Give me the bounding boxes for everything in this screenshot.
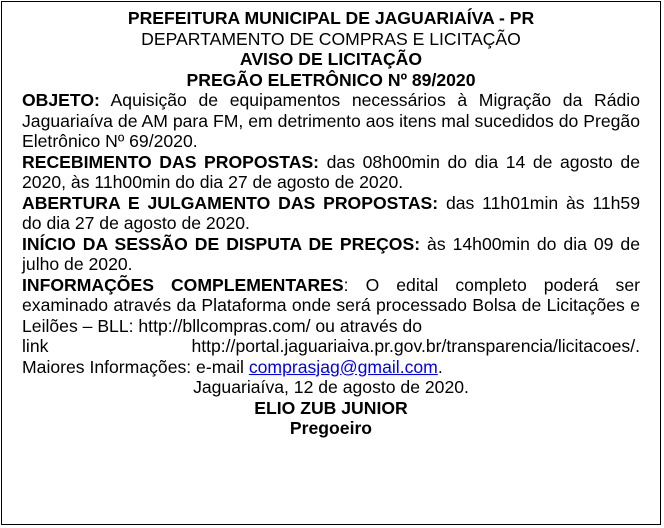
more-info-prefix: Maiores Informações: e-mail [22, 356, 249, 377]
informacoes-label: INFORMAÇÕES COMPLEMENTARES [22, 274, 344, 295]
bidding-notice [22, 8, 640, 439]
notice-title: AVISO DE LICITAÇÃO [239, 49, 423, 69]
informacoes-paragraph [22, 275, 640, 337]
objeto-label: OBJETO: [22, 90, 100, 110]
objeto-text: Aquisição de equipamentos necessários à Migração da Rádio Jaguariaíva de AM para FM, em detrimento aos itens mal sucedidos do Pregão Eletrônico Nº 69/2020. [22, 90, 640, 151]
email-link[interactable]: comprasjag@gmail.com [248, 356, 438, 377]
abertura-text: das 11h01min às 11h59 do dia 27 de agosto de 2020. [22, 192, 640, 233]
inicio-text: às 14h00min do dia 09 de julho de 2020. [22, 233, 641, 274]
more-info-suffix: . [437, 356, 443, 377]
link-line [22, 336, 640, 357]
recebimento-paragraph [22, 152, 640, 193]
signer-role: Pregoeiro [289, 418, 373, 438]
informacoes-text: : O edital completo poderá ser examinado através da Plataforma onde será processado Bolsa de Licitações e Leilões – BLL: http://bllcompras.com/ ou através do [22, 274, 640, 336]
abertura-label: ABERTURA E JULGAMENTO DAS PROPOSTAS: [22, 192, 439, 213]
place-date: Jaguariaíva, 12 de agosto de 2020. [193, 377, 469, 397]
inicio-label: INÍCIO DA SESSÃO DE DISPUTA DE PREÇOS: [22, 233, 421, 254]
portal-url[interactable]: http://portal.jaguariaiva.pr.gov.br/transparencia/licitacoes/. [191, 336, 640, 356]
more-info-line [22, 357, 640, 378]
objeto-paragraph [22, 90, 640, 152]
department-title: DEPARTAMENTO DE COMPRAS E LICITAÇÃO [141, 28, 521, 49]
recebimento-label: RECEBIMENTO DAS PROPOSTAS: [22, 151, 320, 172]
inicio-paragraph [22, 234, 640, 275]
recebimento-text: das 08h00min do dia 14 de agosto de 2020, às 11h00min do dia 27 de agosto de 2020. [22, 151, 640, 192]
municipality-title: PREFEITURA MUNICIPAL DE JAGUARIAÍVA - PR [127, 8, 535, 28]
signer-name: ELIO ZUB JUNIOR [254, 397, 408, 418]
abertura-paragraph [22, 193, 640, 234]
link-word: link [22, 336, 49, 356]
auction-number: PREGÃO ELETRÔNICO Nº 89/2020 [186, 69, 476, 90]
